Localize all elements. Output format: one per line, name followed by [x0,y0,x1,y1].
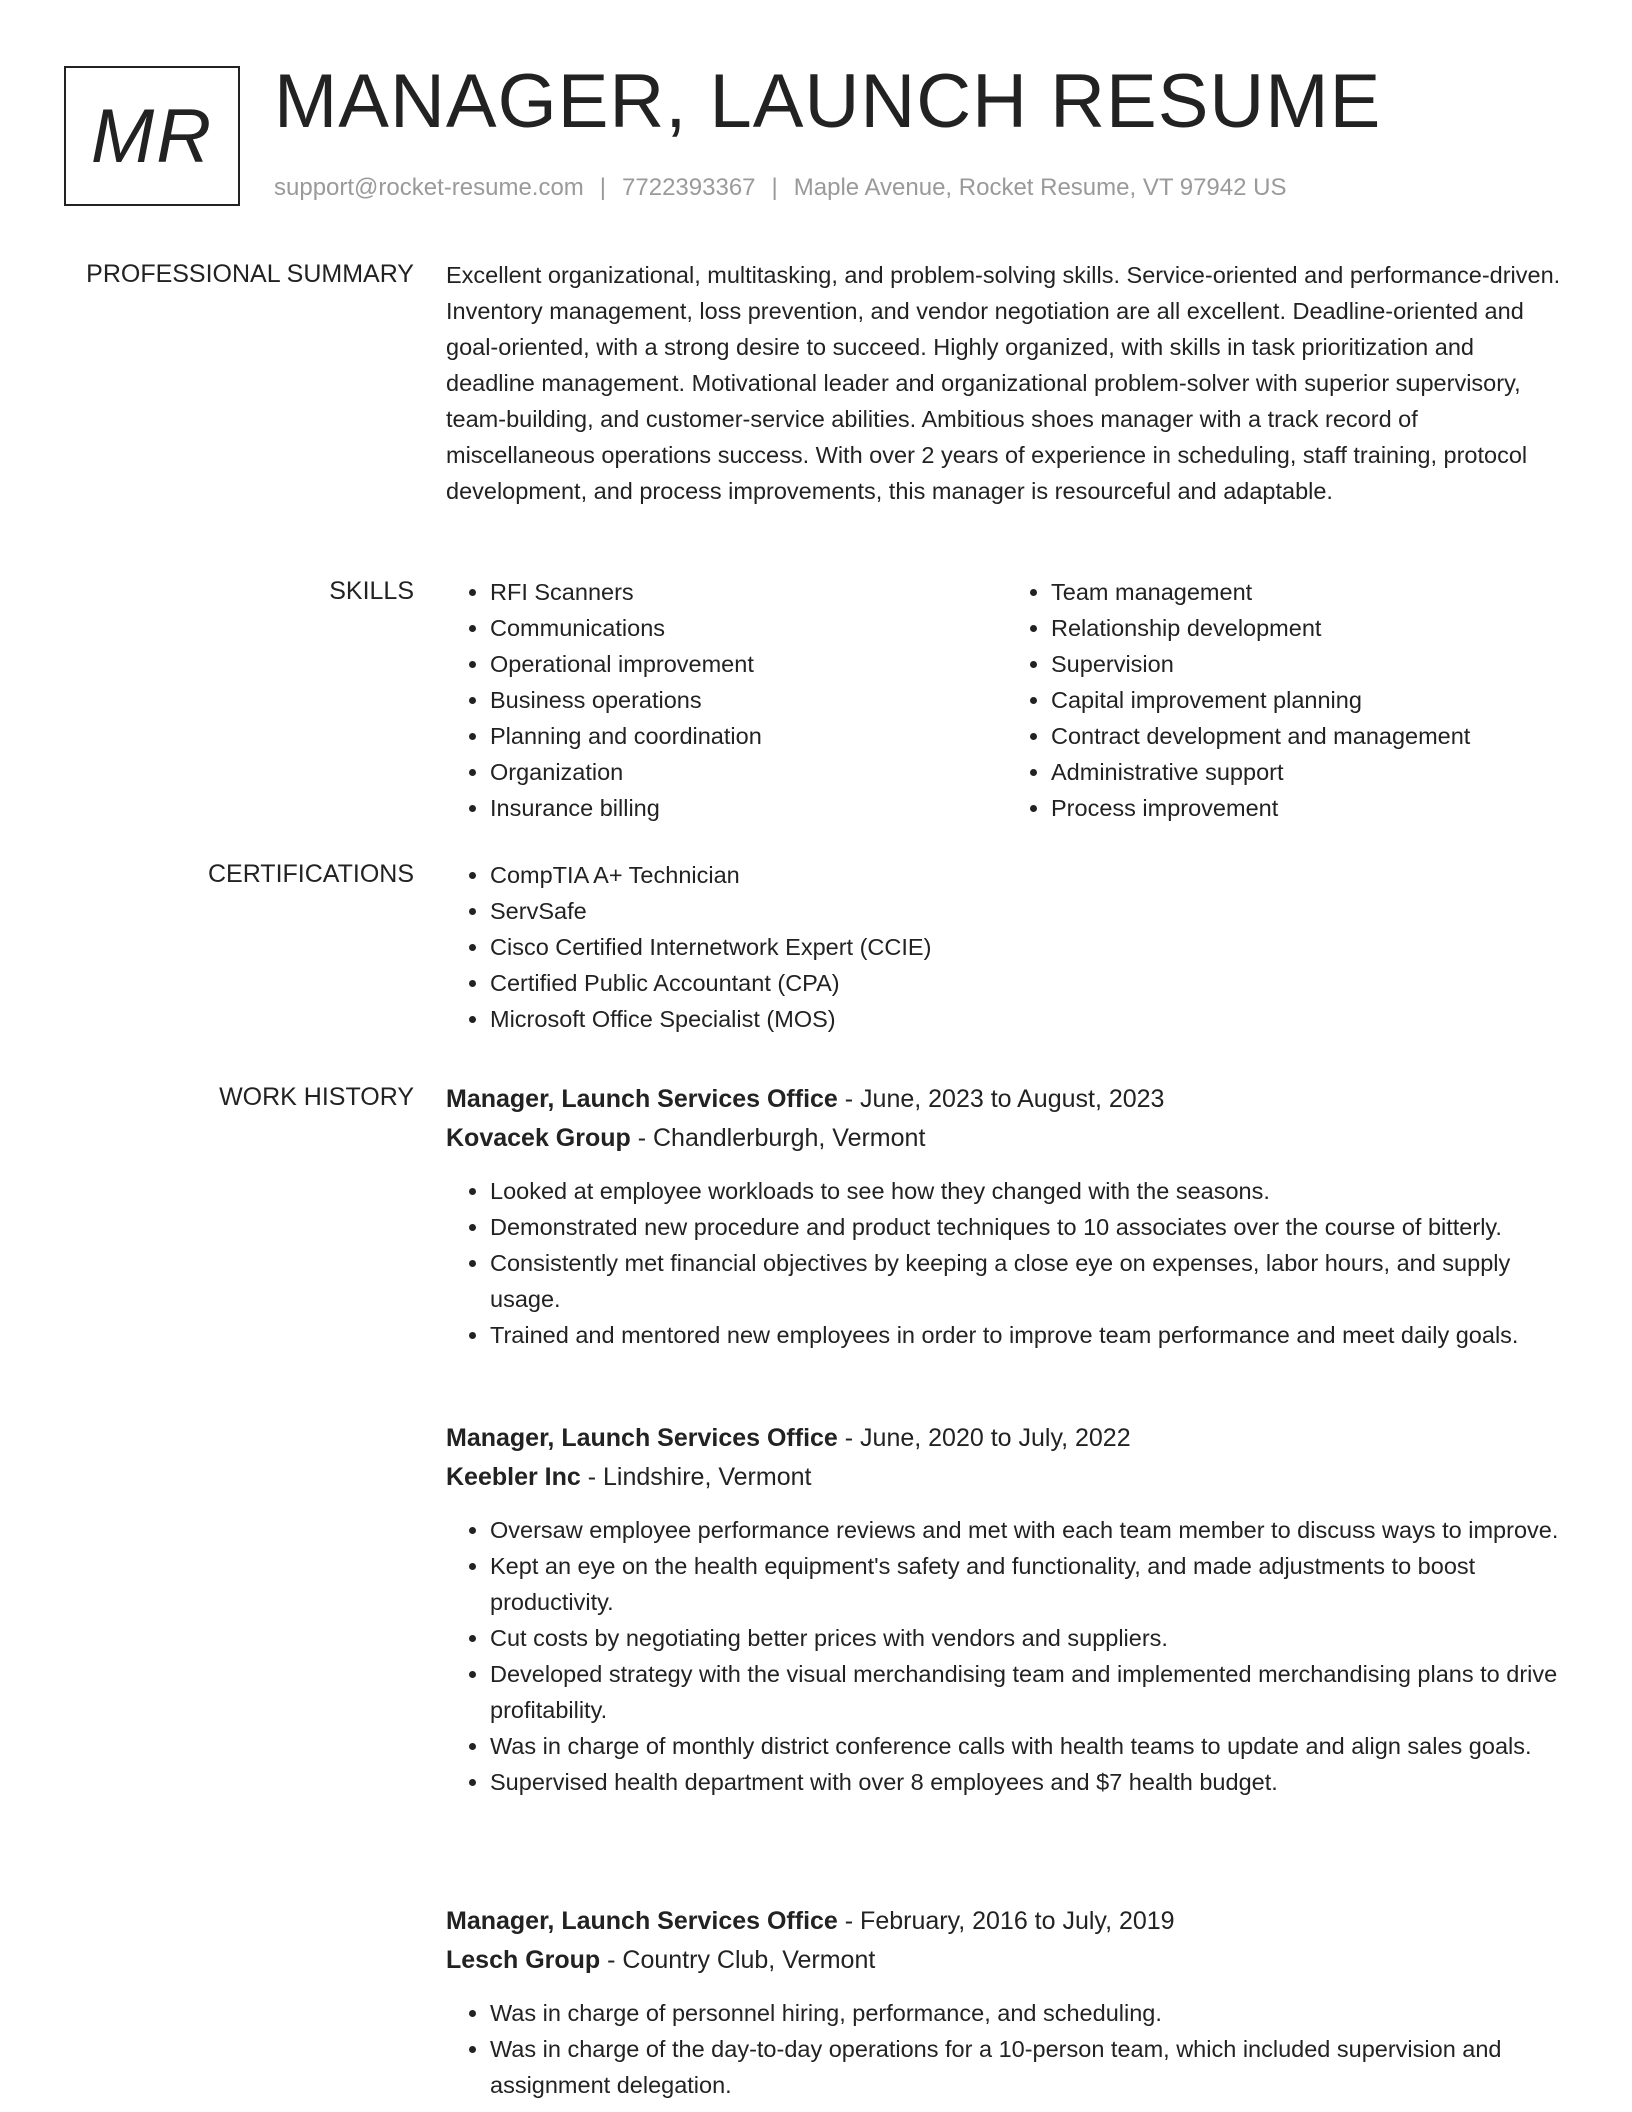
job-bullet: • Developed strategy with the visual merchandising team and implemented merchandising plans to drive profitability. [490,1656,1568,1728]
certification-item: • CompTIA A+ Technician [490,857,1568,893]
section-title-work-history: WORK HISTORY [219,1083,414,1111]
job-bullet: • Kept an eye on the health equipment's safety and functionality, and made adjustments to boost productivity. [490,1548,1568,1620]
section-title-certifications: CERTIFICATIONS [207,860,414,888]
job-role: Manager, Launch Services Office [446,1424,838,1452]
certifications-list [446,857,1568,1037]
job-location: - Lindshire, Vermont [580,1463,812,1491]
job-company: Lesch Group [446,1946,601,1974]
job-bullets [446,1512,1568,1800]
certification-item: • Microsoft Office Specialist (MOS) [490,1001,1568,1037]
skill-item: • Communications [490,610,1007,646]
contact-phone[interactable]: 7722393367 [622,174,756,201]
job-location: - Country Club, Vermont [600,1946,876,1974]
section-title-summary: PROFESSIONAL SUMMARY [86,260,414,288]
skills-list-right [1007,574,1568,826]
skill-item: • Contract development and management [1051,718,1568,754]
skill-item: • Organization [490,754,1007,790]
skill-item: • RFI Scanners [490,574,1007,610]
section-title-skills: SKILLS [329,577,414,605]
job-entry [446,1080,1568,1353]
contact-separator: | [599,174,607,201]
job-bullets [446,1995,1568,2103]
skill-item: • Operational improvement [490,646,1007,682]
job-title-line [446,1902,1568,1941]
certifications-body [446,857,1568,1037]
job-dates: - February, 2016 to July, 2019 [837,1907,1175,1935]
skill-item: • Business operations [490,682,1007,718]
job-entry [446,1902,1568,2103]
skill-item: • Insurance billing [490,790,1007,826]
job-location: - Chandlerburgh, Vermont [630,1124,926,1152]
skill-item: • Relationship development [1051,610,1568,646]
job-company-line [446,1458,1568,1497]
contact-address: Maple Avenue, Rocket Resume, VT 97942 US [793,174,1287,201]
skill-item: • Planning and coordination [490,718,1007,754]
skill-item: • Process improvement [1051,790,1568,826]
job-bullet: • Supervised health department with over 8 employees and $7 health budget. [490,1764,1568,1800]
job-bullet: • Oversaw employee performance reviews and met with each team member to discuss ways to improve. [490,1512,1568,1548]
job-role: Manager, Launch Services Office [446,1085,838,1113]
job-bullet: • Was in charge of monthly district conference calls with health teams to update and align sales goals. [490,1728,1568,1764]
summary-text: Excellent organizational, multitasking, and problem-solving skills. Service-oriented and performance-driven. Inventory management, loss prevention, and vendor negotiation are all excellent. Deadline-oriented and goal-oriented, with a strong desire to succeed. Highly organized, with skills in task prioritization and deadline management. Motivational leader and organizational problem-solver with superior supervisory, team-building, and customer-service abilities. Ambitious shoes manager with a track record of miscellaneous operations success. With over 2 years of experience in scheduling, staff training, protocol development, and process improvements, this manager is resourceful and adaptable. [446,262,1561,504]
job-dates: - June, 2023 to August, 2023 [837,1085,1165,1113]
job-bullet: • Was in charge of personnel hiring, performance, and scheduling. [490,1995,1568,2031]
job-bullet: • Trained and mentored new employees in order to improve team performance and meet daily goals. [490,1317,1568,1353]
skills-columns [446,574,1568,826]
skill-item: • Administrative support [1051,754,1568,790]
job-role: Manager, Launch Services Office [446,1907,838,1935]
skill-item: • Capital improvement planning [1051,682,1568,718]
job-title-line [446,1419,1568,1458]
certification-item: • ServSafe [490,893,1568,929]
job-entry [446,1419,1568,1800]
job-title-line [446,1080,1568,1119]
skills-list-left [446,574,1007,826]
contact-separator: | [771,174,778,201]
job-company: Keebler Inc [446,1463,581,1491]
job-bullet: • Looked at employee workloads to see how they changed with the seasons. [490,1173,1568,1209]
skill-item: • Supervision [1051,646,1568,682]
contact-line [274,174,1286,202]
job-bullet: • Was in charge of the day-to-day operations for a 10-person team, which included supervision and assignment delegation. [490,2031,1568,2103]
job-company-line [446,1941,1568,1980]
job-dates: - June, 2020 to July, 2022 [837,1424,1131,1452]
certification-item: • Cisco Certified Internetwork Expert (CCIE) [490,929,1568,965]
job-bullet: • Demonstrated new procedure and product techniques to 10 associates over the course of bitterly. [490,1209,1568,1245]
job-bullet: • Consistently met financial objectives by keeping a close eye on expenses, labor hours, and supply usage. [490,1245,1568,1317]
monogram-badge: MR [64,66,240,206]
certification-item: • Certified Public Accountant (CPA) [490,965,1568,1001]
skill-item: • Team management [1051,574,1568,610]
contact-email[interactable]: support@rocket-resume.com [274,174,584,201]
job-company-line [446,1119,1568,1158]
resume-name: MANAGER, LAUNCH RESUME [274,59,1382,144]
job-bullet: • Cut costs by negotiating better prices with vendors and suppliers. [490,1620,1568,1656]
job-company: Kovacek Group [446,1124,631,1152]
job-bullets [446,1173,1568,1353]
